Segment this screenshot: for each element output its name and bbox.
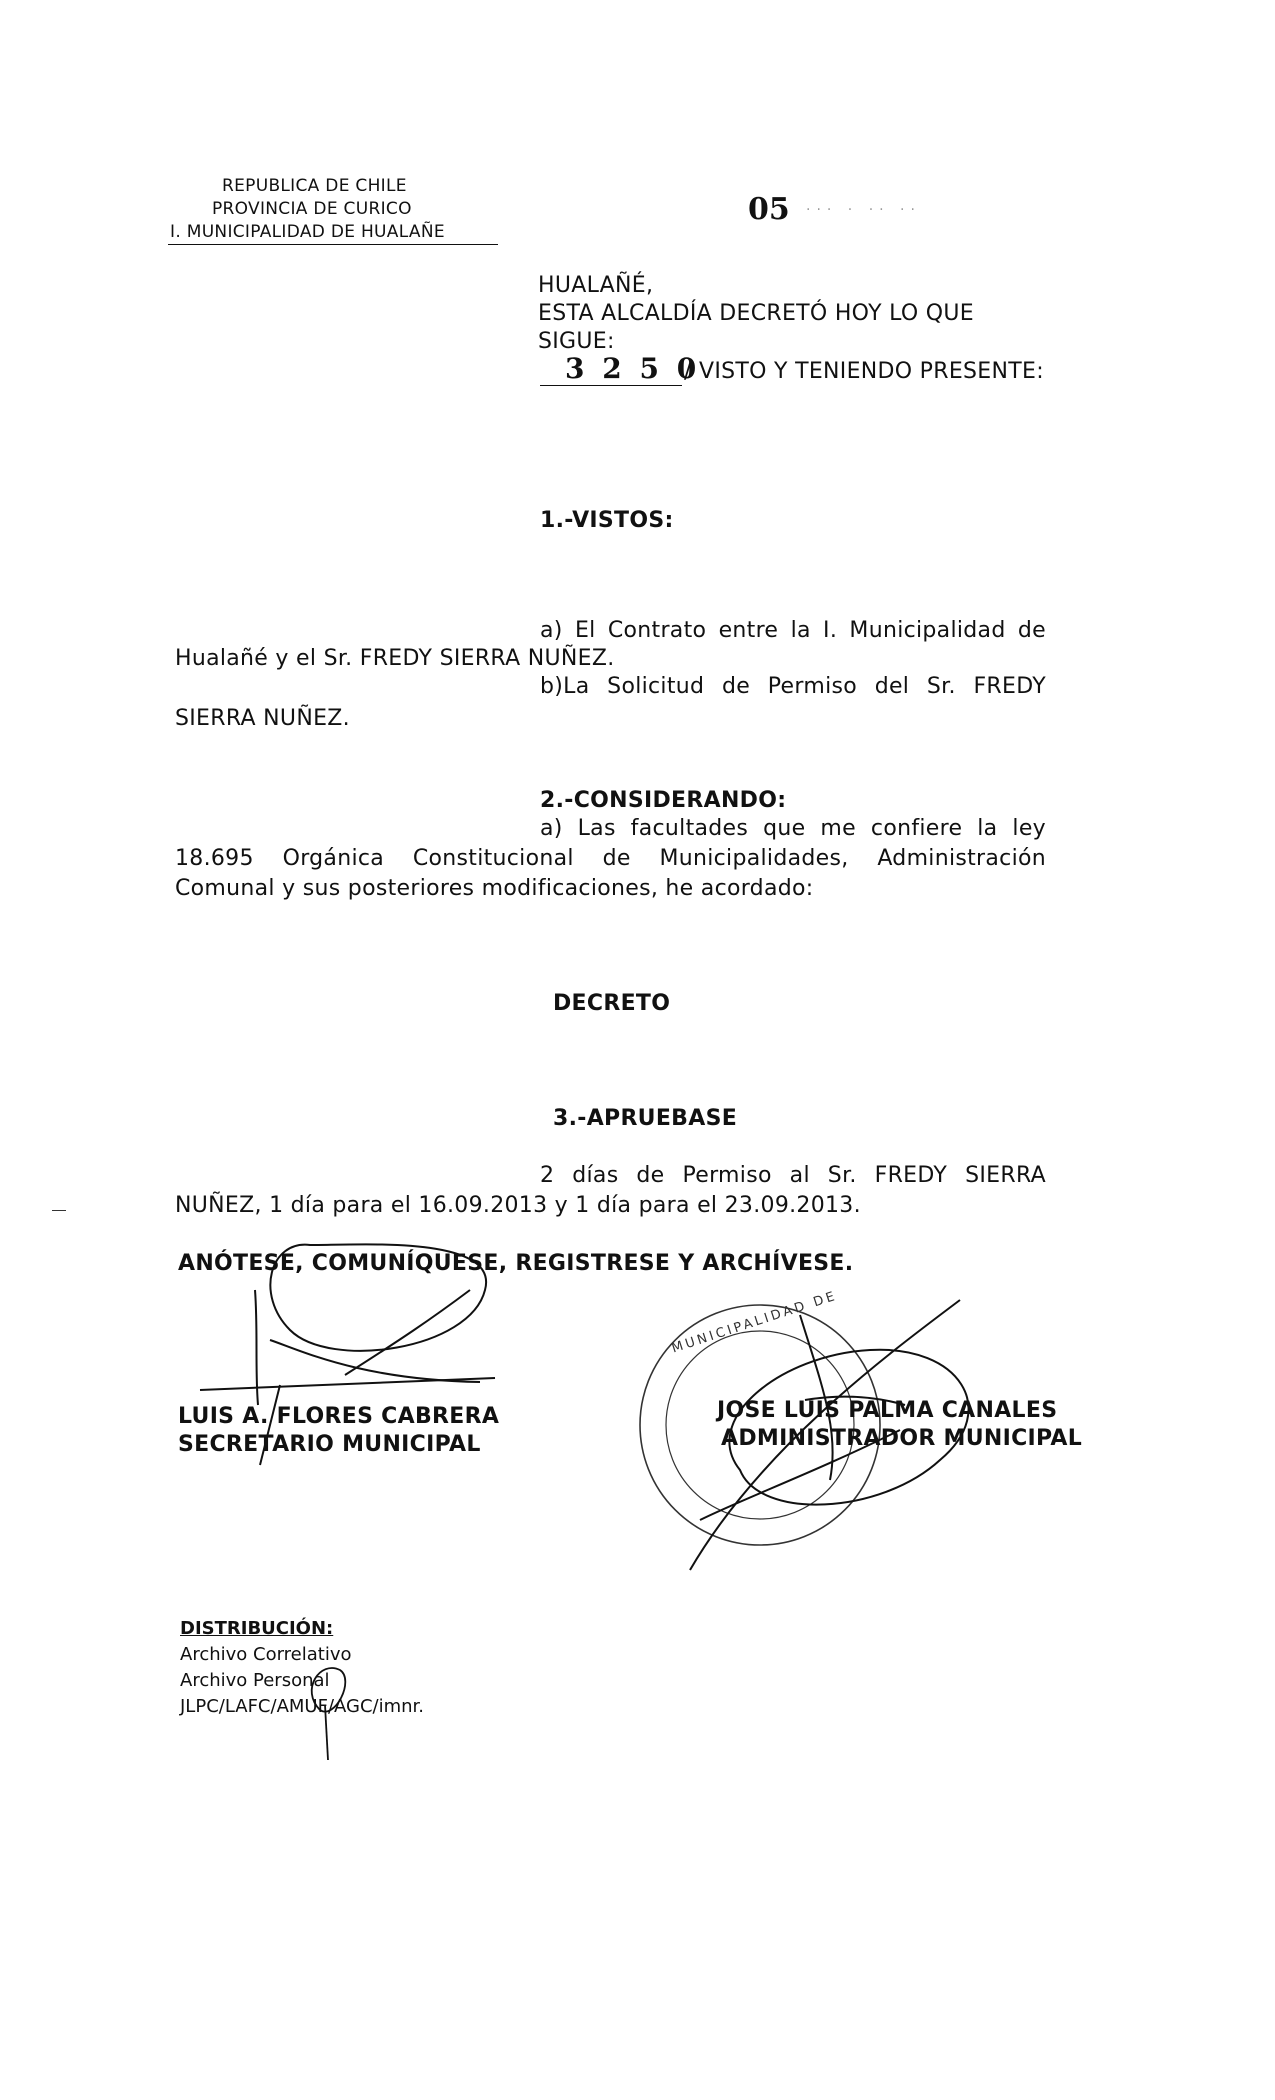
place-name: HUALAÑÉ, [538,273,654,298]
closing-line: ANÓTESE, COMUNÍQUESE, REGISTRESE Y ARCHÍVESE. [178,1251,854,1276]
right-signer-title: ADMINISTRADOR MUNICIPAL [721,1426,1083,1451]
intro-line1: ESTA ALCALDÍA DECRETÓ HOY LO QUE [538,301,975,326]
apruebase-line2: NUÑEZ, 1 día para el 16.09.2013 y 1 día para el 23.09.2013. [175,1193,861,1218]
distribucion-heading: DISTRIBUCIÓN: [180,1618,334,1639]
distribucion-item-3: JLPC/LAFC/AMUF/AGC/imnr. [180,1696,424,1717]
left-signer-title: SECRETARIO MUNICIPAL [178,1432,481,1457]
header-municipalidad: I. MUNICIPALIDAD DE HUALAÑE [170,222,445,242]
distribucion-item-1: Archivo Correlativo [180,1644,352,1665]
distribucion-item-2: Archivo Personal [180,1670,330,1691]
vistos-a-first: a) El Contrato entre la I. Municipalidad de [540,618,1046,643]
apruebase-heading: 3.-APRUEBASE [553,1106,738,1131]
considerando-heading: 2.-CONSIDERANDO: [540,788,787,813]
stamp-faint-marks: ··· · ·· ·· [806,202,921,218]
considerando-line1: a) Las facultades que me confiere la ley [540,816,1046,841]
header-republica: REPUBLICA DE CHILE [222,176,407,196]
vistos-b-first: b)La Solicitud de Permiso del Sr. FREDY [540,674,1046,699]
left-signer-name: LUIS A. FLORES CABRERA [178,1404,500,1429]
visto-line: / VISTO Y TENIENDO PRESENTE: [684,359,1044,384]
stamp-number: 05 [748,192,790,227]
decree-number: 3 2 5 0 [565,352,701,385]
right-signer-name: JOSE LUIS PALMA CANALES [717,1398,1058,1423]
vistos-b-second: SIERRA NUÑEZ. [175,706,350,731]
intro-line2: SIGUE: [538,329,615,354]
seal-text: MUNICIPALIDAD DE [669,1288,840,1357]
vistos-a-second: Hualañé y el Sr. FREDY SIERRA NUÑEZ. [175,646,615,671]
considerando-line2: 18.695 Orgánica Constitucional de Municipalidades, Administración [175,846,1046,871]
apruebase-line1: 2 días de Permiso al Sr. FREDY SIERRA [540,1163,1046,1188]
header-provincia: PROVINCIA DE CURICO [212,199,412,219]
considerando-line3: Comunal y sus posteriores modificaciones, he acordado: [175,876,814,901]
decreto-heading: DECRETO [553,991,671,1016]
vistos-heading: 1.-VISTOS: [540,508,674,533]
